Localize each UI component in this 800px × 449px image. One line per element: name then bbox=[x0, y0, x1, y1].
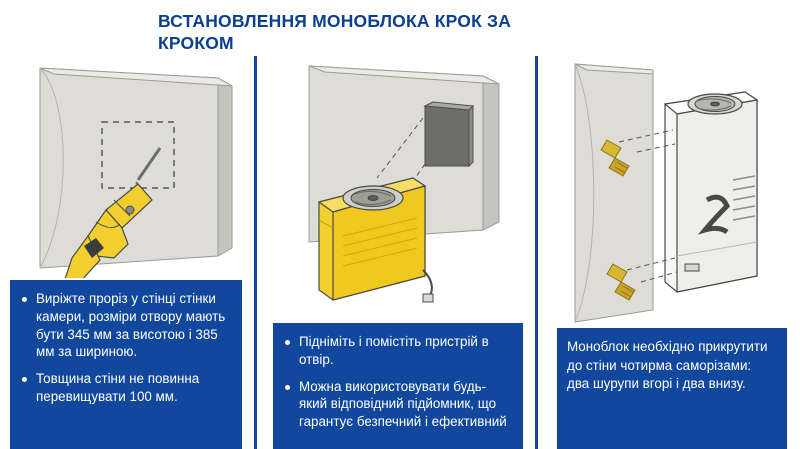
slide-header bbox=[0, 0, 800, 56]
step-3-illustration bbox=[557, 60, 785, 326]
page-title: ВСТАНОВЛЕННЯ МОНОБЛОКА КРОК ЗА КРОКОМ bbox=[158, 11, 512, 54]
column-divider-1 bbox=[254, 56, 257, 449]
step-1-text-box bbox=[10, 280, 242, 449]
step-1-column bbox=[0, 56, 250, 449]
list-item: Товщина стіни не повинна перевищувати 100 мм. bbox=[20, 370, 230, 406]
list-item: Можна використовувати будь-який відповідний підйомник, що гарантує безпечний і ефективний bbox=[283, 378, 511, 431]
list-item: Виріжте проріз у стінці стінки камери, розміри отвору мають бути 345 мм за висотою і 385 мм за шириною. bbox=[20, 290, 230, 361]
step-2-text-box bbox=[273, 323, 523, 449]
step-3-text-box bbox=[557, 328, 787, 449]
step-2-bullet-list bbox=[283, 333, 511, 431]
step-3-column bbox=[545, 56, 800, 449]
fixing-monoblock-to-wall-with-screws bbox=[557, 60, 785, 326]
step-2-column bbox=[265, 56, 530, 449]
wall-cut-opening-with-reciprocating-saw bbox=[10, 60, 240, 278]
column-divider-2 bbox=[535, 56, 538, 449]
list-item: Підніміть і помістіть пристрій в отвір. bbox=[283, 333, 511, 369]
step-1-bullet-list bbox=[20, 290, 230, 406]
step-3-text: Моноблок необхідно прикрутити до стіни чотирма саморізами: два шурупи вгорі і два внизу. bbox=[567, 339, 768, 391]
step-2-illustration bbox=[273, 60, 521, 322]
lifting-monoblock-into-wall-opening bbox=[273, 60, 521, 322]
step-1-illustration bbox=[10, 60, 240, 278]
